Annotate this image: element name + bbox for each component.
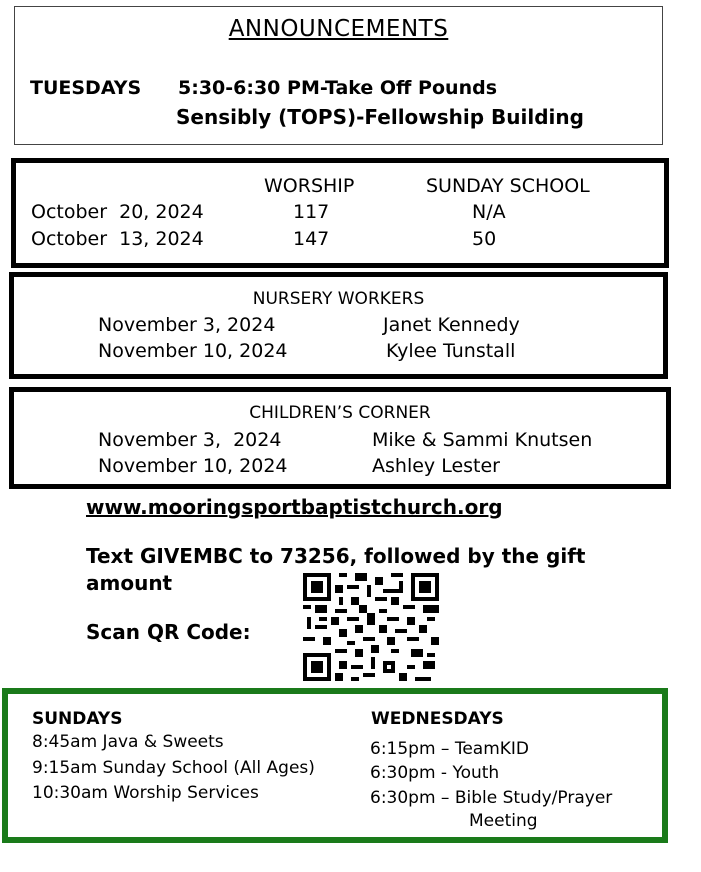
wednesdays-item: 6:30pm - Youth	[370, 763, 500, 783]
text-give-instructions-cont: amount	[86, 571, 173, 595]
nursery-date: November 3, 2024	[98, 314, 276, 336]
nursery-name: Kylee Tunstall	[386, 340, 516, 362]
wednesdays-item: Meeting	[469, 811, 538, 831]
announcements-line2: Sensibly (TOPS)-Fellowship Building	[176, 105, 584, 129]
text-give-instructions: Text GIVEMBC to 73256, followed by the gift	[86, 544, 586, 568]
childrens-corner-title: CHILDREN’S CORNER	[249, 403, 431, 423]
attendance-header-sunday-school: SUNDAY SCHOOL	[426, 175, 590, 197]
qr-code-icon[interactable]	[303, 573, 439, 681]
attendance-sunday-school-value: 50	[472, 228, 497, 250]
childrens-corner-name: Ashley Lester	[372, 455, 500, 477]
attendance-date: October 20, 2024	[31, 201, 204, 223]
announcements-line1: 5:30-6:30 PM-Take Off Pounds	[178, 77, 498, 99]
childrens-corner-name: Mike & Sammi Knutsen	[372, 429, 593, 451]
nursery-date: November 10, 2024	[98, 340, 288, 362]
sundays-item: 10:30am Worship Services	[32, 783, 259, 803]
attendance-header-worship: WORSHIP	[264, 175, 355, 197]
attendance-sunday-school-value: N/A	[472, 201, 506, 223]
sundays-item: 9:15am Sunday School (All Ages)	[32, 758, 315, 778]
wednesdays-item: 6:30pm – Bible Study/Prayer	[370, 788, 613, 808]
attendance-date: October 13, 2024	[31, 228, 204, 250]
wednesdays-title: WEDNESDAYS	[371, 709, 504, 729]
attendance-worship-value: 147	[293, 228, 330, 250]
sundays-item: 8:45am Java & Sweets	[32, 732, 224, 752]
announcements-day: TUESDAYS	[30, 77, 142, 99]
wednesdays-item: 6:15pm – TeamKID	[370, 739, 530, 759]
childrens-corner-date: November 3, 2024	[98, 429, 282, 451]
church-website-link[interactable]: www.mooringsportbaptistchurch.org	[86, 495, 503, 519]
announcements-title: ANNOUNCEMENTS	[228, 16, 449, 42]
attendance-worship-value: 117	[293, 201, 330, 223]
nursery-title: NURSERY WORKERS	[252, 289, 425, 309]
nursery-name: Janet Kennedy	[383, 314, 520, 336]
childrens-corner-date: November 10, 2024	[98, 455, 288, 477]
sundays-title: SUNDAYS	[32, 709, 123, 729]
qr-label: Scan QR Code:	[86, 620, 251, 644]
